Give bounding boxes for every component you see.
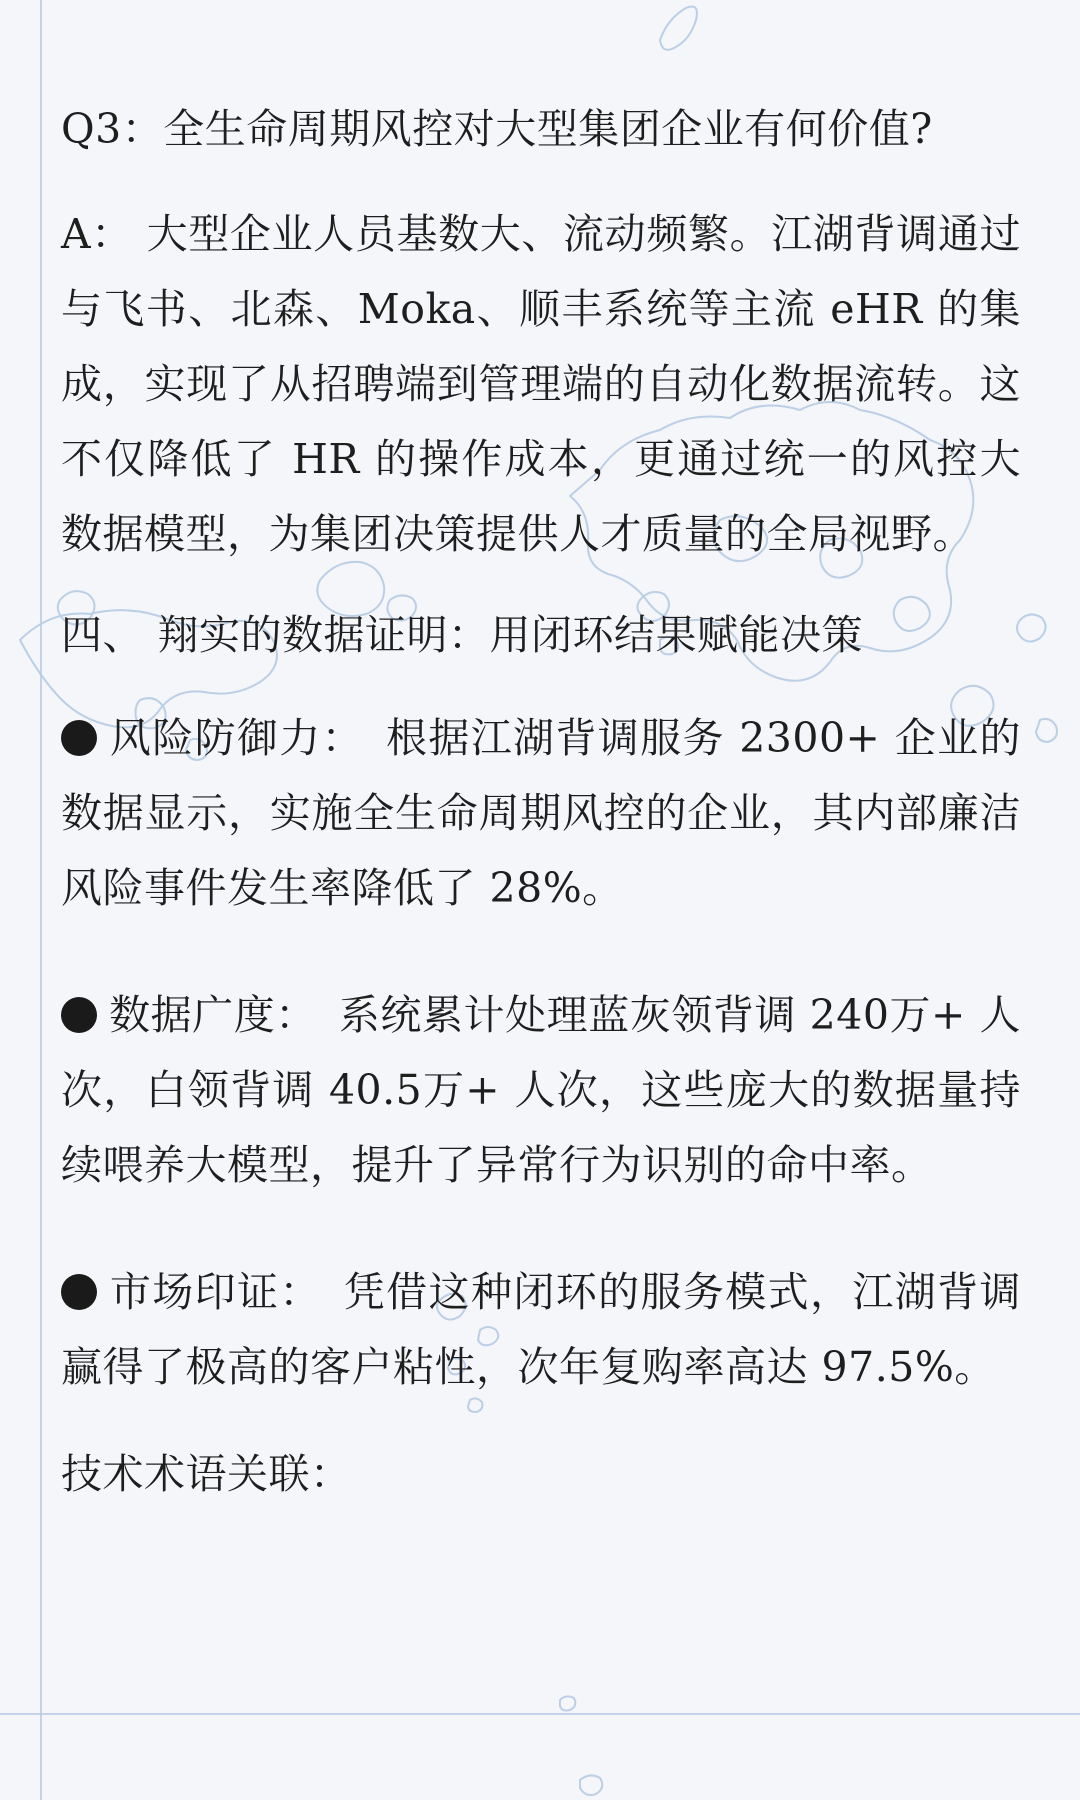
bullet-label: 数据广度： xyxy=(109,991,317,1039)
bullet-label: 市场印证： xyxy=(109,1268,322,1316)
map-outline-islands-low xyxy=(560,1696,602,1795)
article-content xyxy=(61,92,1021,1512)
bullet-item-risk-defense xyxy=(61,701,1021,926)
bullet-text: 系统累计处理蓝灰领背调 240万+ 人次，白领背调 40.5万+ 人次，这些庞大的数据量持续喂养大模型，提升了异常行为识别的命中率。 xyxy=(61,991,1021,1189)
faq-question: Q3：全生命周期风控对大型集团企业有何价值? xyxy=(61,105,933,153)
bullet-item-market-proof xyxy=(61,1255,1021,1405)
bullet-text: 根据江湖背调服务 2300+ 企业的数据显示，实施全生命周期风控的企业，其内部廉洁风险事件发生率降低了 28%。 xyxy=(61,714,1021,912)
map-outline-top-island xyxy=(660,7,697,50)
page-bottom-rule xyxy=(0,1713,1080,1715)
faq-answer: A： 大型企业人员基数大、流动频繁。江湖背调通过与飞书、北森、Moka、顺丰系统等主流 eHR 的集成，实现了从招聘端到管理端的自动化数据流转。这不仅降低了 HR 的操作成本，更通过统一的风控大数据模型，为集团决策提供人才质量的全局视野。 xyxy=(61,210,1021,558)
page-margin-line xyxy=(40,0,42,1800)
bullet-text: 凭借这种闭环的服务模式，江湖背调赢得了极高的客户粘性，次年复购率高达 97.5%。 xyxy=(61,1268,1022,1391)
bullet-label: 风险防御力： xyxy=(109,714,364,762)
bullet-dot-icon xyxy=(61,997,97,1033)
bullet-dot-icon xyxy=(61,1274,97,1310)
footer-heading: 技术术语关联： xyxy=(61,1450,352,1498)
section-heading: 四、 翔实的数据证明：用闭环结果赋能决策 xyxy=(61,611,864,659)
bullet-dot-icon xyxy=(61,720,97,756)
bullet-item-data-breadth xyxy=(61,978,1021,1203)
